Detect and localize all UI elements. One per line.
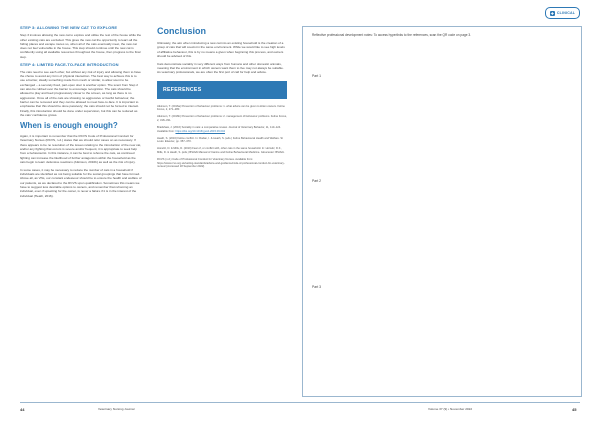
references-heading: REFERENCES bbox=[157, 81, 287, 99]
issue-info: Volume 37 (9) • November 2022 bbox=[428, 407, 473, 411]
enough-heading: When is enough enough? bbox=[20, 121, 118, 131]
part-2-label: Part 2 bbox=[312, 179, 322, 183]
reference-item: Horwitz, D. & Mills, D. (2010) Fear of, or conflict with, other cats in the same household. In: Horwitz, D.F., Mills, D. & Heath, S. (eds.) BSAVA Manual of Canine and Feline Behavioural Medicine. Gloucester: BSAVA. bbox=[157, 147, 285, 154]
section-badge-label: CLINICAL bbox=[556, 11, 576, 15]
middle-column bbox=[157, 26, 287, 172]
step4-heading: STEP 4: LIMITED FACE-TO-FACE INTRODUCTION bbox=[20, 61, 119, 67]
reference-item: Bradshaw, J. (2016) Sociality in cats: a comparative review. Journal of Veterinary Behavior, 11, 113–124. Available from: https://doi.org/10.1016/j.jveb.2015.09.004 bbox=[157, 125, 282, 133]
enough-paragraph-2: In some cases, it may be necessary to reduce the number of cats in a household if individuals are identified as not being suitable for the social groupings that have formed. Above all, as VNs, our constant endeavour should be to ensure the health and welfare of our patients, as we declared to the RCVS upon qualification. Sometimes this means we have to suggest less desirable options to owners, and remember that rehoming an individual, even if upsetting for the owner, is never a failure if it is in the interest of the individual (Heath, 2016). bbox=[20, 167, 142, 198]
reflective-notes-box bbox=[302, 26, 582, 397]
step4-paragraph: The cats need to see each other, but without any risk of injury and allowing them to have the choice to avoid any form of physical interaction. The best way to achieve this is to use a barrier, ideally something made from mesh or similar, to allow scent to be exchanged – a securely fixed, part-open door is another option. The scent from Step 2 can also be rubbed over the barrier to encourage recognition. The cats should be allowed to play and feed progressively closer to the screen, as long as there is no aggression. Once all of the cats are showing no aggressive or fearful behaviour, the barrier can be removed and they can be allowed to meet face-to-face. It is important to emphasise that this should be done passively; the cats should not be forced to interact. Finally, this introduction should be done under supervision, but this can be reduced as the cats' confidence grows. bbox=[20, 69, 141, 117]
conclusion-paragraph-2: Cats demonstrate sociality in very different ways from humans and other domestic animals, meaning that the environment in which owners want them to live may not always be suitable. As veterinary professionals, we are often the first port of call for help and advice. bbox=[157, 61, 284, 75]
step3-paragraph: Step 3 involves allowing the new cat to explore and utilise the rest of the house while the other existing cats are excluded. This gives the new cat the opportunity to learn all the hiding places and escape routes so, when all of the cats eventually meet, the new cat does not feel vulnerable in the house. This step should continue until the new cat is confidently using all available resources throughout the house, then progress to the final step. bbox=[20, 33, 142, 59]
enough-paragraph-1: Again, it is important to remember that the RCVS Code of Professional Conduct for Veterinary Nurses (RCVS, n.d.) states that we should refer cases on as necessary. If there appears to be no resolution of the issues relating to the introduction of the new cat, and/or any fighting that occurs is severe and/or frequent, it is appropriate to seek help from a behaviourist. In this instance, it can be best to rehome the cats, as continued fighting can increase the likelihood of further antagonism within the household as the cats begin to learn defensive reactions (Atkinson, 2016b) as well as the risk of injury. bbox=[20, 134, 142, 164]
reference-item: RCVS (n.d.) Code of Professional Conduct for Veterinary Nurses. Available from: https://www.rcvs.org.uk/setting-standards/advice-and-guidance/code-of-professional-conduct-for-veterinary-nurses/ [Accessed 18 September 2022]. bbox=[157, 158, 285, 169]
part-1-label: Part 1 bbox=[312, 74, 322, 78]
conclusion-heading: Conclusion bbox=[157, 26, 206, 36]
reference-item: Heath, S. (2016) Feline conflict. In: Rodan, I. & Heath, S. (eds.) Feline Behavioural Health and Welfare. St Louis: Elsevier, pp. 357–370. bbox=[157, 136, 283, 144]
section-badge bbox=[545, 7, 580, 19]
reference-item: Atkinson, T. (2016b) Prevention of behaviour problems: 2. management of behaviour problems. Feline Focus, 2, 318–331. bbox=[157, 115, 287, 122]
left-column bbox=[20, 26, 142, 201]
references-list bbox=[157, 105, 287, 169]
clinical-icon: ✚ bbox=[550, 10, 554, 16]
reference-link[interactable]: https://doi.org/10.1016/j.jveb.2015.09.004 bbox=[175, 129, 225, 133]
footer-divider bbox=[20, 402, 580, 403]
journal-title: Veterinary Nursing Journal bbox=[98, 407, 135, 411]
reference-item: Atkinson, T. (2016a) Prevention of behaviour problems: 1. what advice can be given to kitten owners. Feline Focus, 2, 271–280. bbox=[157, 104, 285, 112]
reflective-notes-intro: Reflective professional development notes: To access hyperlinks to the references, scan the QR code on page 3. bbox=[312, 33, 472, 37]
page-number-right: 45 bbox=[572, 407, 577, 412]
step3-heading: STEP 3: ALLOWING THE NEW CAT TO EXPLORE bbox=[20, 25, 118, 30]
page-number-left: 44 bbox=[20, 407, 25, 412]
conclusion-paragraph-1: Ultimately, the aim when introducing a new cat into an existing household is the creation of a group of cats that will coexist in the same environment. While we would like to see high levels of affiliative behaviour, this is by no means a given when beginning this process, and owners should be advised of this. bbox=[157, 41, 285, 58]
part-3-label: Part 3 bbox=[312, 285, 322, 289]
